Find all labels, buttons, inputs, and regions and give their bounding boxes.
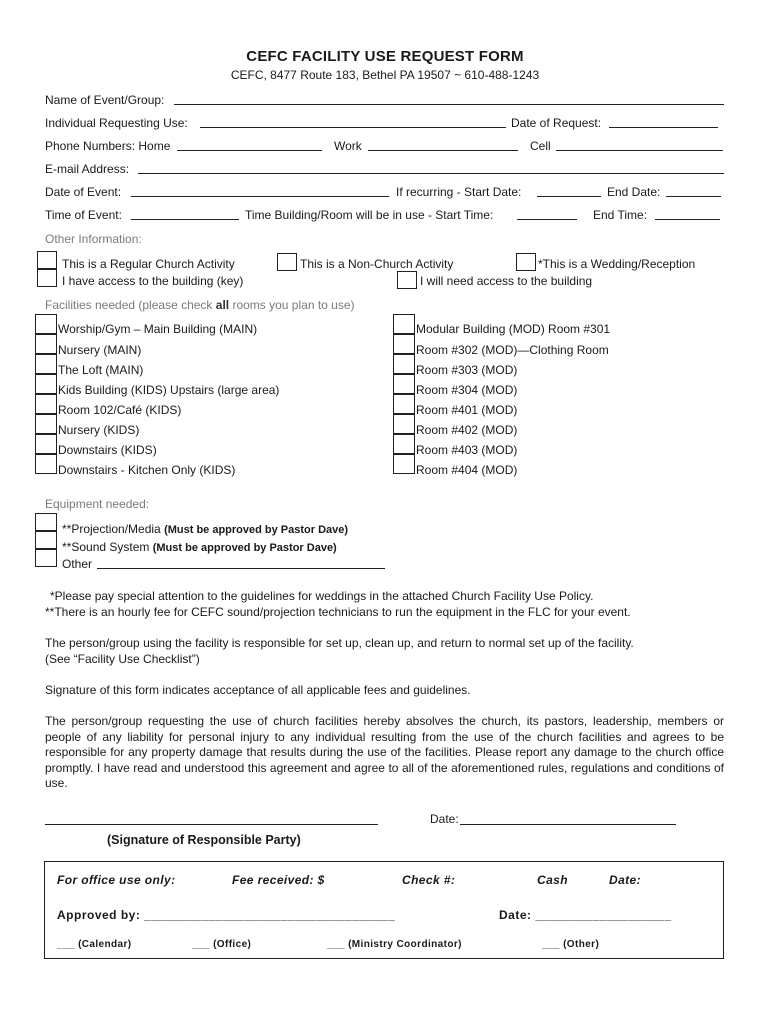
facility-right-checkbox-2[interactable] — [393, 334, 415, 354]
facility-right-checkbox-6[interactable] — [393, 414, 415, 434]
date-request-label: Date of Request: — [511, 116, 602, 130]
sound-checkbox[interactable] — [35, 531, 57, 549]
sound-label — [62, 540, 337, 555]
date-event-field[interactable] — [131, 196, 389, 197]
phone-home-label: Phone Numbers: Home — [45, 139, 171, 153]
time-building-label: Time Building/Room will be in use - Start Time: — [245, 208, 494, 222]
other-equipment-field[interactable] — [97, 568, 385, 569]
other-check[interactable]: ___ (Other) — [542, 939, 600, 950]
facility-left-label-2: Nursery (MAIN) — [58, 343, 142, 357]
office-use-label: For office use only: — [57, 873, 176, 887]
facilities-heading — [45, 298, 355, 312]
projection-text: **Projection/Media — [62, 522, 161, 536]
end-time-label: End Time: — [593, 208, 648, 222]
facility-left-checkbox-7[interactable] — [35, 434, 57, 454]
church-address: CEFC, 8477 Route 183, Bethel PA 19507 ~ 610-488-1243 — [230, 68, 540, 82]
need-access-label: I will need access to the building — [420, 274, 593, 288]
absolve-paragraph: The person/group requesting the use of church facilities hereby absolves the church, its pastors, leadership, members or people of any liability for personal injury to any individual resulting from the use of the church facilities and agrees to be responsible for any property damage that results during the use of the facilities. Please report any damage to the church office promptly. I have read and understood this agreement and agree to all of the aforementioned rules, regulations and conditions of use. — [45, 714, 724, 790]
wedding-checkbox[interactable] — [516, 253, 536, 271]
facilities-heading-bold: all — [215, 298, 230, 312]
facility-left-checkbox-3[interactable] — [35, 354, 57, 374]
facility-left-label-1: Worship/Gym – Main Building (MAIN) — [58, 322, 258, 336]
end-time-field[interactable] — [655, 219, 720, 220]
wedding-label: *This is a Wedding/Reception — [538, 257, 696, 271]
facility-right-checkbox-3[interactable] — [393, 354, 415, 374]
email-label: E-mail Address: — [45, 162, 130, 176]
office-check[interactable]: ___ (Office) — [192, 939, 252, 950]
signature-note: Signature of this form indicates acceptance of all applicable fees and guidelines. — [45, 683, 471, 697]
check-number-label: Check #: — [402, 873, 456, 887]
facility-right-label-6: Room #402 (MOD) — [416, 423, 518, 437]
facility-right-checkbox-4[interactable] — [393, 374, 415, 394]
calendar-check[interactable]: ___ (Calendar) — [57, 939, 132, 950]
other-equipment-checkbox[interactable] — [35, 549, 57, 567]
sound-text: **Sound System — [62, 540, 150, 554]
facility-right-label-7: Room #403 (MOD) — [416, 443, 518, 457]
facility-left-label-7: Downstairs (KIDS) — [58, 443, 157, 457]
facility-right-label-3: Room #303 (MOD) — [416, 363, 518, 377]
facility-right-label-4: Room #304 (MOD) — [416, 383, 518, 397]
facility-right-checkbox-1[interactable] — [393, 314, 415, 334]
other-equipment-label: Other — [62, 557, 93, 571]
projection-checkbox[interactable] — [35, 513, 57, 531]
phone-work-label: Work — [334, 139, 362, 153]
signature-date-field[interactable] — [460, 824, 676, 825]
regular-activity-label: This is a Regular Church Activity — [62, 257, 235, 271]
facility-left-label-3: The Loft (MAIN) — [58, 363, 144, 377]
have-access-label: I have access to the building (key) — [62, 274, 244, 288]
wedding-note: *Please pay special attention to the guidelines for weddings in the attached Church Facility Use Policy. — [50, 589, 594, 603]
facility-right-checkbox-5[interactable] — [393, 394, 415, 414]
facility-right-label-5: Room #401 (MOD) — [416, 403, 518, 417]
facility-left-checkbox-2[interactable] — [35, 334, 57, 354]
facility-left-label-6: Nursery (KIDS) — [58, 423, 140, 437]
phone-home-field[interactable] — [177, 150, 322, 151]
facility-right-label-1: Modular Building (MOD) Room #301 — [416, 322, 611, 336]
name-event-field[interactable] — [174, 104, 724, 105]
time-event-label: Time of Event: — [45, 208, 122, 222]
non-church-checkbox[interactable] — [277, 253, 297, 271]
regular-activity-checkbox[interactable] — [37, 251, 57, 269]
facility-left-label-5: Room 102/Café (KIDS) — [58, 403, 182, 417]
fee-received-label: Fee received: $ — [232, 873, 325, 887]
approved-date-field[interactable]: Date: ___________________ — [499, 908, 672, 922]
signature-caption: (Signature of Responsible Party) — [107, 833, 301, 847]
facility-left-checkbox-5[interactable] — [35, 394, 57, 414]
name-event-label: Name of Event/Group: — [45, 93, 165, 107]
individual-label: Individual Requesting Use: — [45, 116, 188, 130]
cash-label: Cash — [537, 873, 568, 887]
non-church-label: This is a Non-Church Activity — [300, 257, 454, 271]
signature-date-label: Date: — [430, 812, 459, 826]
sound-note: (Must be approved by Pastor Dave) — [152, 542, 337, 554]
individual-field[interactable] — [200, 127, 506, 128]
need-access-checkbox[interactable] — [397, 271, 417, 289]
time-event-field[interactable] — [131, 219, 239, 220]
recurring-start-field[interactable] — [537, 196, 601, 197]
approved-by-field[interactable]: Approved by: ___________________________________ — [57, 908, 396, 922]
date-event-label: Date of Event: — [45, 185, 122, 199]
facility-left-label-8: Downstairs - Kitchen Only (KIDS) — [58, 463, 236, 477]
projection-label — [62, 522, 348, 537]
facilities-heading-pre: Facilities needed (please check — [45, 298, 216, 312]
phone-cell-field[interactable] — [556, 150, 723, 151]
end-date-label: End Date: — [607, 185, 661, 199]
phone-cell-label: Cell — [530, 139, 551, 153]
equipment-heading: Equipment needed: — [45, 497, 150, 511]
form-title: CEFC FACILITY USE REQUEST FORM — [246, 48, 524, 65]
other-info-heading: Other Information: — [45, 232, 142, 246]
facility-right-label-2: Room #302 (MOD)—Clothing Room — [416, 343, 609, 357]
recurring-start-label: If recurring - Start Date: — [396, 185, 522, 199]
facilities-heading-post: rooms you plan to use) — [229, 298, 355, 312]
facility-right-checkbox-7[interactable] — [393, 434, 415, 454]
fee-note: **There is an hourly fee for CEFC sound/projection technicians to run the equipment in the FLC for your event. — [45, 605, 631, 619]
responsible-note: The person/group using the facility is responsible for set up, clean up, and return to normal set up of the facility. — [45, 636, 634, 650]
facility-left-checkbox-6[interactable] — [35, 414, 57, 434]
facility-right-label-8: Room #404 (MOD) — [416, 463, 518, 477]
phone-work-field[interactable] — [368, 150, 518, 151]
end-date-field[interactable] — [666, 196, 721, 197]
email-field[interactable] — [138, 173, 724, 174]
ministry-check[interactable]: ___ (Ministry Coordinator) — [327, 939, 462, 950]
office-date-label: Date: — [609, 873, 642, 887]
facility-left-checkbox-1[interactable] — [35, 314, 57, 334]
facility-left-label-4: Kids Building (KIDS) Upstairs (large area) — [58, 383, 280, 397]
date-request-field[interactable] — [609, 127, 718, 128]
facility-left-checkbox-8[interactable] — [35, 454, 57, 474]
facility-left-checkbox-4[interactable] — [35, 374, 57, 394]
facility-right-checkbox-8[interactable] — [393, 454, 415, 474]
have-access-checkbox[interactable] — [37, 269, 57, 287]
signature-field[interactable] — [45, 824, 378, 825]
projection-note: (Must be approved by Pastor Dave) — [164, 524, 349, 536]
checklist-note: (See “Facility Use Checklist”) — [45, 652, 200, 666]
start-time-field[interactable] — [517, 219, 577, 220]
